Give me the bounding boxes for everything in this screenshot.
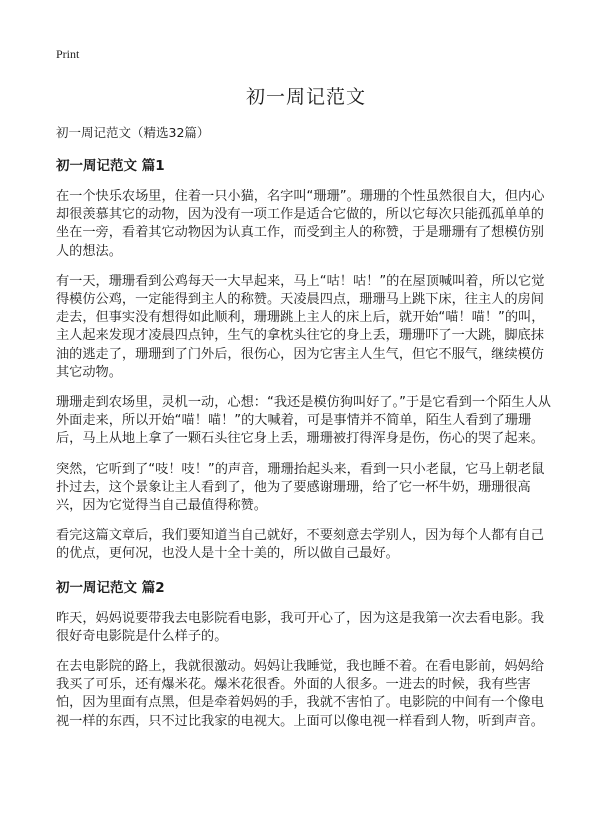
paragraph: 在一个快乐农场里，住着一只小猫，名字叫“珊珊”。珊珊的个性虽然很自大，但内心却很羡慕其它的动物，因为没有一项工作是适合它做的，所以它每次只能孤孤单单的坐在一旁，看着其它动物因为认真工作，而受到主人的称赞，于是珊珊有了想模仿别人的想法。 (56, 189, 545, 259)
section-heading-1: 初一周记范文 篇1 (56, 158, 165, 174)
paragraph: 昨天，妈妈说要带我去电影院看电影，我可开心了，因为这是我第一次去看电影。我很好奇电影院是什么样子的。 (56, 610, 544, 644)
print-link[interactable]: Print (56, 47, 80, 61)
document-title: 初一周记范文 (245, 86, 366, 108)
paragraph: 珊珊走到农场里，灵机一动，心想：“我还是模仿狗叫好了。”于是它看到一个陌生人从外面走来，所以开始“喵！喵！”的大喊着，可是事情并不简单，陌生人看到了珊珊后，马上从地上拿了一颗石头往它身上丢，珊珊被打得浑身是伤，伤心的哭了起来。 (56, 395, 551, 447)
paragraph: 有一天，珊珊看到公鸡每天一大早起来，马上“咕！咕！”的在屋顶喊叫着，所以它觉得模仿公鸡，一定能得到主人的称赞。天凌晨四点，珊珊马上跳下床，往主人的房间走去，但事实没有想得如此顺利，珊珊跳上主人的床上后，就开始“喵！喵！”的叫，主人起来发现才凌晨四点钟，生气的拿枕头往它的身上丢，珊珊吓了一大跳，脚底抹油的逃走了，珊珊到了门外后，很伤心，因为它害主人生气，但它不服气，继续模仿其它动物。 (56, 273, 545, 380)
document-page (56, 46, 556, 731)
paragraph: 在去电影院的路上，我就很激动。妈妈让我睡觉，我也睡不着。在看电影前，妈妈给我买了可乐，还有爆米花。爆米花很香。外面的人很多。一进去的时候，我有些害怕，因为里面有点黑，但是牵着妈妈的手，我就不害怕了。电影院的中间有一个像电视一样的东西，只不过比我家的电视大。上面可以像电视一样看到人物，听到声音。 (56, 659, 544, 729)
document-subtitle: 初一周记范文（精选32篇） (56, 125, 210, 140)
paragraph: 突然，它听到了“吱！吱！”的声音，珊珊抬起头来，看到一只小老鼠，它马上朝老鼠扑过去，这个景象让主人看到了，他为了要感谢珊珊，给了它一杯牛奶，珊珊很高兴，因为它觉得当自己最值得称赞。 (56, 461, 545, 514)
paragraph: 看完这篇文章后，我们要知道当自己就好，不要刻意去学别人，因为每个人都有自己的优点，更何况，也没人是十全十美的，所以做自己最好。 (56, 528, 544, 562)
section-heading-2: 初一周记范文 篇2 (56, 579, 165, 596)
